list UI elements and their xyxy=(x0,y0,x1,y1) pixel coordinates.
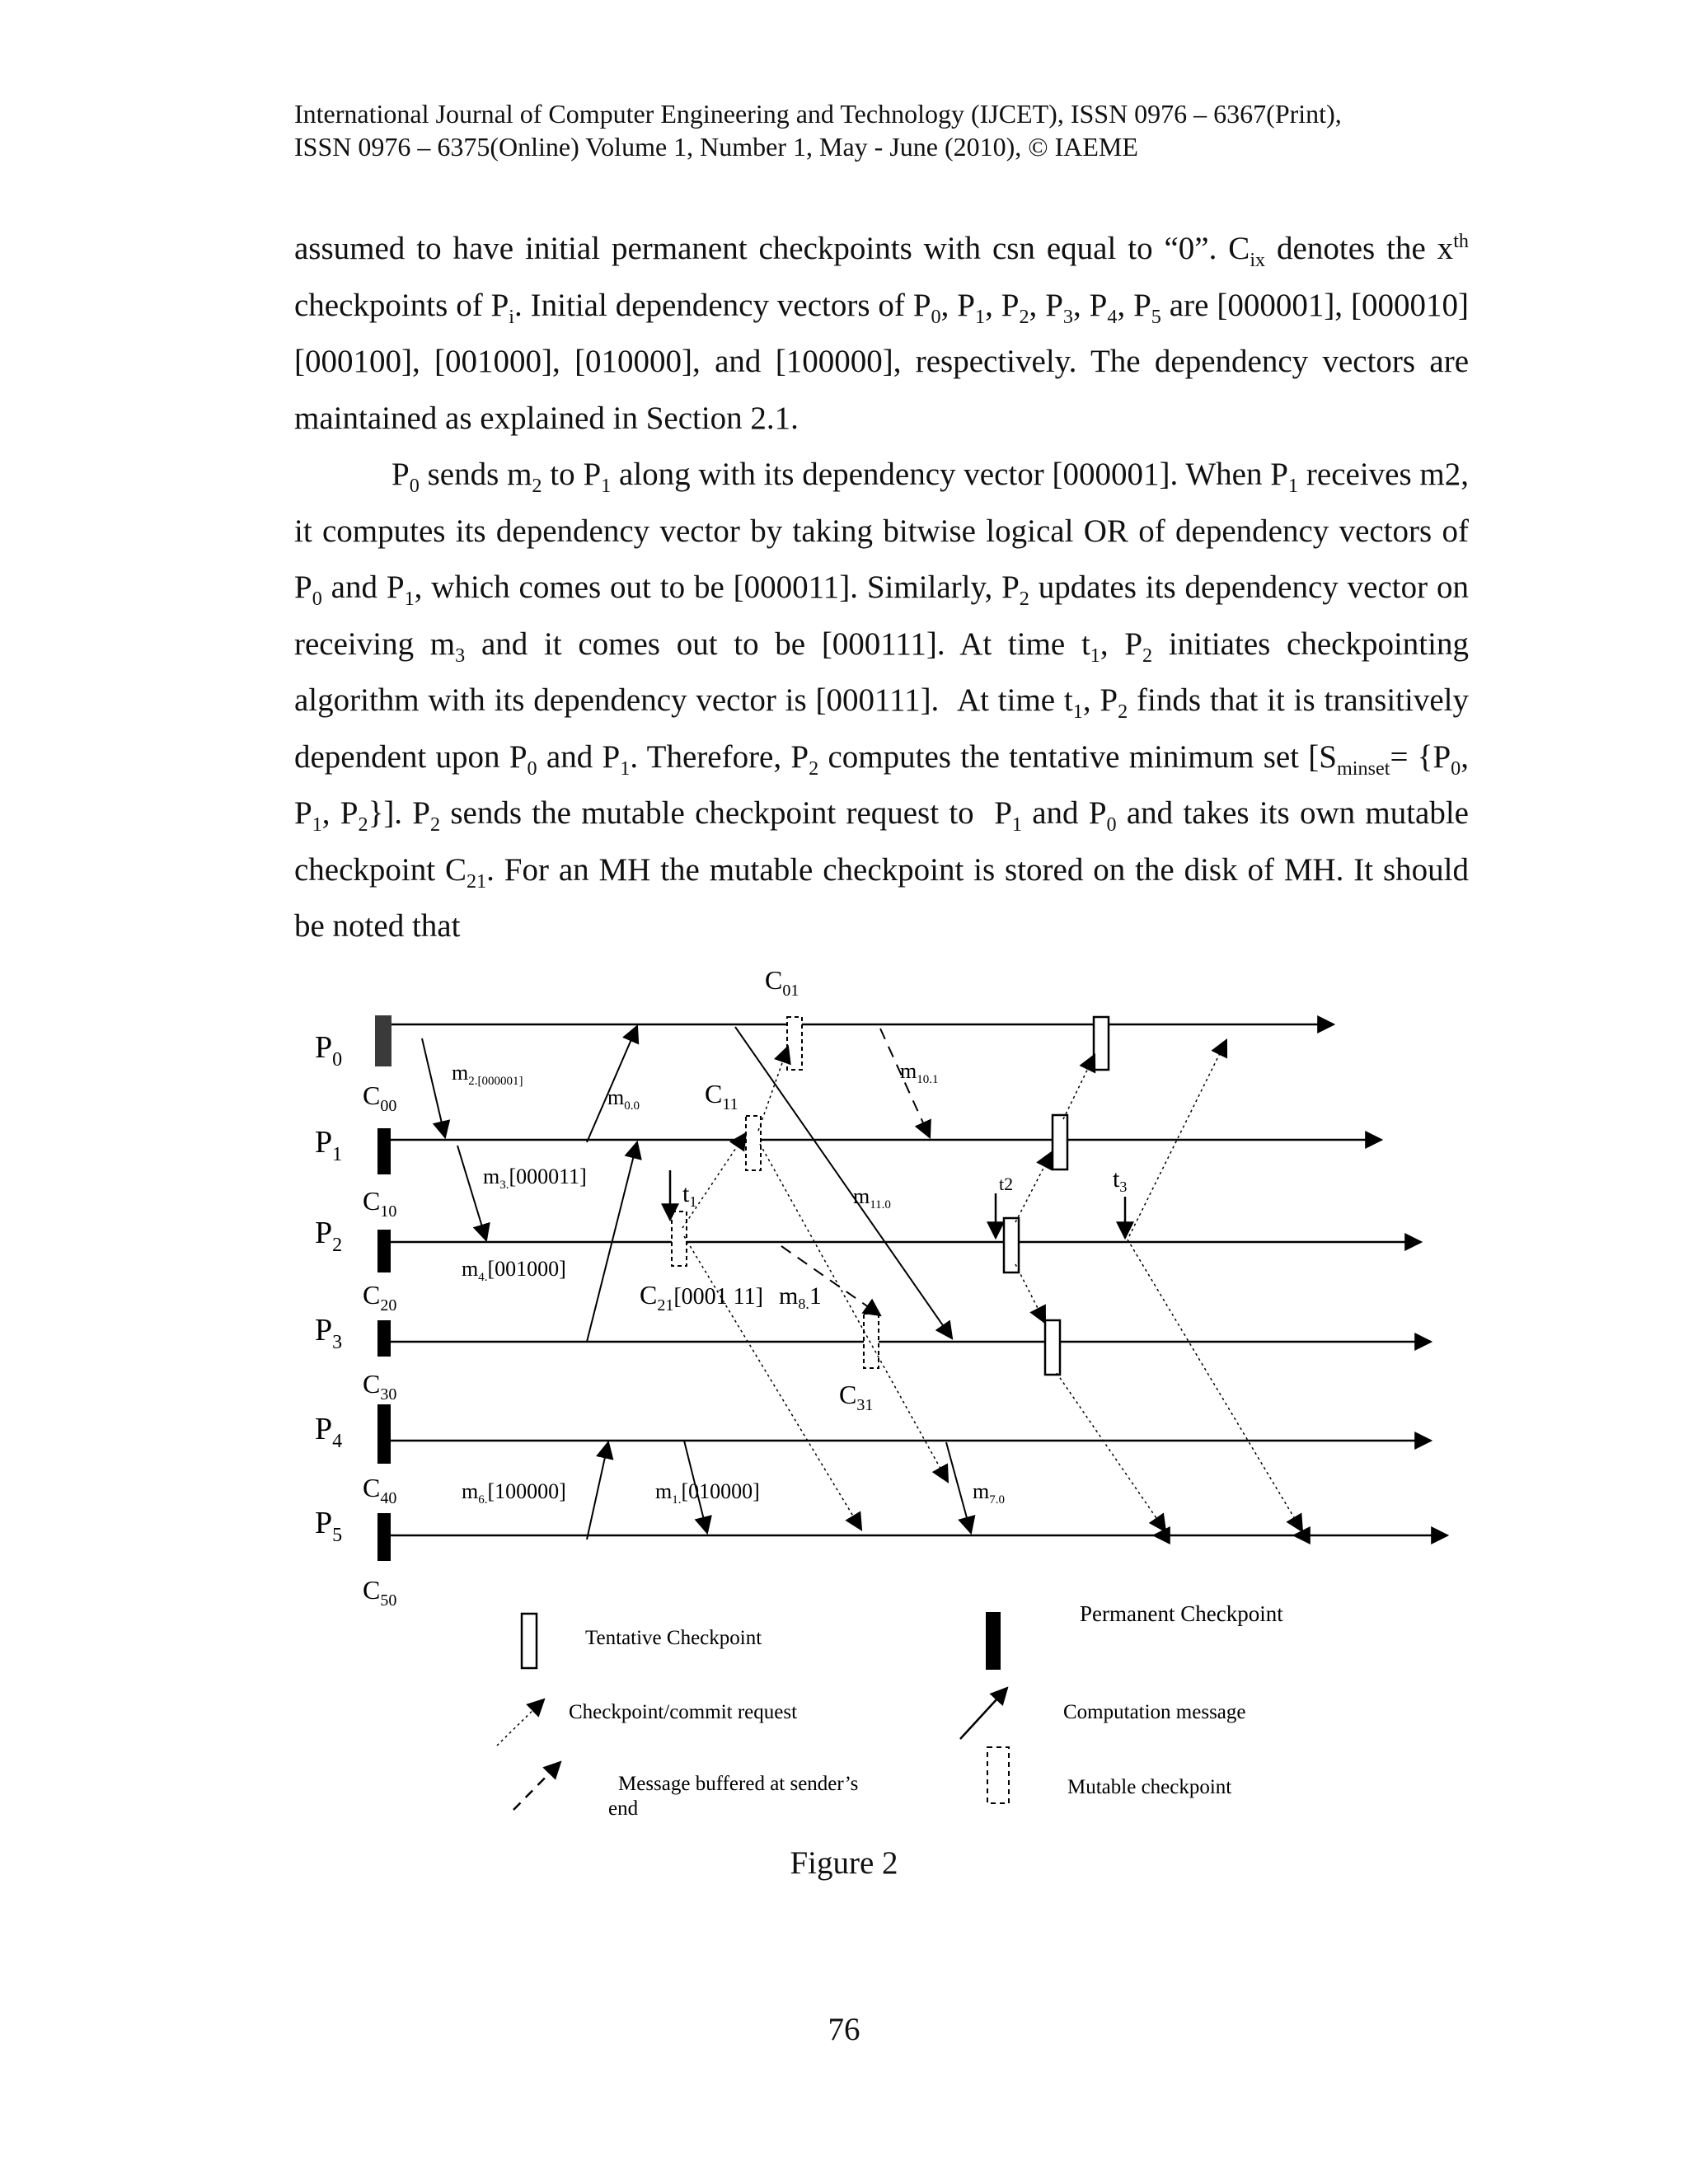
header-line-2: ISSN 0976 – 6375(Online) Volume 1, Number 1, May - June (2010), © IAEME xyxy=(294,132,1138,162)
checkpoint-label-c11: $C_{11}$ xyxy=(705,1079,738,1113)
journal-header xyxy=(294,97,1465,163)
legend-buffered-symbol xyxy=(513,1762,560,1810)
legend-buffered-label-2: end xyxy=(608,1797,639,1820)
mutable-checkpoint-c01 xyxy=(787,1017,802,1070)
message-label-m3: $m_{3.}[000011]$ xyxy=(483,1165,587,1192)
mutable-checkpoint-c11 xyxy=(746,1116,761,1170)
legend-computation-symbol xyxy=(960,1688,1007,1739)
request-t3-p5 xyxy=(1128,1240,1302,1531)
legend-permanent-symbol xyxy=(986,1612,1001,1670)
legend-computation-label: Computation message xyxy=(1063,1701,1246,1723)
paragraph-2: $P_0$ sends $m_2$ to $P_1$ along with its dependency vector [000001]. When $P_1$ receives m2, it computes its dependency vector by taking bitwise logical OR of dependency vectors of $P_0$ and $P_1$, which comes out to be [000011]. Similarly, $P_2$ updates its dependency vector on receiving $m_3$ and it comes out to be [000111]. At time $t_1$, $P_2$ initiates checkpointing algorithm with its dependency vector is [000111]. At time $t_1$, $P_2$ finds that it is transitively dependent upon $P_0$ and $P_1$. Therefore, $P_2$ computes the tentative minimum set [$S_{minset}= \{P_0$, $P_1$, $P_2$}]. $P_2$ sends the mutable checkpoint request to $P_1$ and $P_0$ and takes its own mutable checkpoint $C_{21}$. For an MH the mutable checkpoint is stored on the disk of MH. It should be noted that xyxy=(294,457,1470,944)
legend-tentative-symbol xyxy=(522,1614,537,1668)
message-labels xyxy=(452,1059,1005,1507)
time-label-t1: $t_1$ xyxy=(682,1180,697,1210)
permanent-checkpoint-c50 xyxy=(377,1513,391,1561)
figure-caption: Figure 2 xyxy=(790,1845,898,1881)
tentative-checkpoint-p3 xyxy=(1045,1320,1060,1375)
checkpoint-label-c20: $C_{20}$ xyxy=(363,1280,397,1315)
message-label-m2: $m_{2.[000001]}$ xyxy=(452,1061,523,1088)
process-label-p1: $P_1$ xyxy=(315,1125,343,1165)
tentative-checkpoints xyxy=(1004,1017,1109,1375)
request-t3-p0 xyxy=(1129,1040,1226,1236)
permanent-checkpoint-c40 xyxy=(377,1404,391,1464)
message-label-m4: $m_{4.}[001000]$ xyxy=(462,1257,566,1284)
message-label-m6: $m_{6.}[100000]$ xyxy=(462,1479,566,1507)
checkpoint-label-c31: $C_{31}$ xyxy=(839,1380,874,1414)
legend-tentative-label: Tentative Checkpoint xyxy=(585,1627,762,1649)
message-m7 xyxy=(946,1442,971,1533)
tentative-checkpoint-p2 xyxy=(1004,1218,1019,1272)
mutable-checkpoints xyxy=(672,1017,879,1368)
legend-buffered-label-1: Message buffered at sender’s xyxy=(618,1773,859,1795)
message-label-m7: $m_{7.0}$ xyxy=(973,1479,1005,1507)
checkpoint-label-c30: $C_{30}$ xyxy=(363,1369,397,1404)
checkpoint-label-c40: $C_{40}$ xyxy=(363,1473,397,1507)
message-label-m0: $m_{0.0}$ xyxy=(607,1085,640,1113)
permanent-checkpoint-c10 xyxy=(377,1128,391,1174)
permanent-checkpoint-c20 xyxy=(377,1230,391,1272)
request-c11-c01 xyxy=(758,1047,788,1131)
legend-mutable-label: Mutable checkpoint xyxy=(1067,1776,1232,1798)
legend-request-symbol xyxy=(497,1699,544,1746)
checkpoint-label-c00: $C_{00}$ xyxy=(363,1080,397,1115)
time-markers xyxy=(670,1170,1125,1238)
paragraph-1: assumed to have initial permanent checkpoints with csn equal to “0”. $C_{ix}$ denotes the $x^{th}$ checkpoints of $P_i$. Initial dependency vectors of $P_0$, $P_1$, $P_2$, $P_3$, $P_4$, $P_5$ are [000001], [000010] [000100], [001000], [010000], and [100000], respectively. The dependency vectors are maintained as explained in Section 2.1. xyxy=(294,230,1469,436)
time-label-t3: $t_3$ xyxy=(1113,1165,1128,1195)
process-label-p0: $P_0$ xyxy=(315,1030,343,1071)
process-label-p5: $P_5$ xyxy=(315,1506,343,1546)
request-p2-p1 xyxy=(1015,1152,1052,1222)
checkpoint-label-c10: $C_{10}$ xyxy=(363,1186,397,1221)
tentative-checkpoint-p0 xyxy=(1094,1017,1109,1070)
legend-mutable-symbol xyxy=(987,1747,1009,1803)
process-label-p3: $P_3$ xyxy=(315,1313,343,1353)
message-label-m10: $m_{10.1}$ xyxy=(900,1059,939,1086)
message-label-m1: $m_{1.}[010000]$ xyxy=(655,1479,760,1507)
mutable-checkpoint-c21 xyxy=(672,1212,687,1266)
process-label-p2: $P_2$ xyxy=(315,1216,343,1256)
request-p3-p5 xyxy=(1057,1373,1165,1531)
request-c21-c11 xyxy=(682,1133,746,1228)
message-label-m11: $m_{11.0}$ xyxy=(853,1184,891,1212)
checkpoint-requests xyxy=(682,1040,1302,1531)
tentative-checkpoint-p1 xyxy=(1053,1115,1067,1169)
message-m3 xyxy=(457,1146,486,1240)
message-m2 xyxy=(422,1038,445,1137)
checkpoint-label-c21: $C_{21}[0001$ 11] xyxy=(640,1280,763,1315)
time-label-t2: t2 xyxy=(999,1174,1014,1194)
permanent-checkpoint-c00 xyxy=(375,1015,392,1066)
time-labels xyxy=(682,1165,1127,1210)
message-label-m8: $m_{8.}1$ xyxy=(779,1282,822,1312)
request-p2-p3 xyxy=(1015,1264,1045,1323)
legend-permanent-label: Permanent Checkpoint xyxy=(1080,1601,1283,1626)
legend xyxy=(497,1601,1283,1820)
process-label-p4: $P_4$ xyxy=(315,1412,343,1452)
figure-2-diagram xyxy=(0,948,1688,1854)
message-m6 xyxy=(587,1442,608,1540)
permanent-checkpoint-c30 xyxy=(377,1320,391,1357)
checkpoint-label-c50: $C_{50}$ xyxy=(363,1575,397,1610)
legend-request-label: Checkpoint/commit request xyxy=(569,1701,798,1723)
checkpoint-label-c01: $C_{01}$ xyxy=(765,965,799,1000)
mutable-checkpoint-c31 xyxy=(864,1314,879,1368)
computation-messages xyxy=(422,1026,971,1540)
page-number: 76 xyxy=(828,2012,860,2047)
process-labels xyxy=(315,1030,342,1546)
message-m0 xyxy=(587,1026,637,1142)
header-line-1: International Journal of Computer Engineering and Technology (IJCET), ISSN 0976 – 6367(Print), xyxy=(294,99,1342,129)
body-text xyxy=(294,221,1469,955)
request-p1-p0 xyxy=(1063,1055,1095,1119)
